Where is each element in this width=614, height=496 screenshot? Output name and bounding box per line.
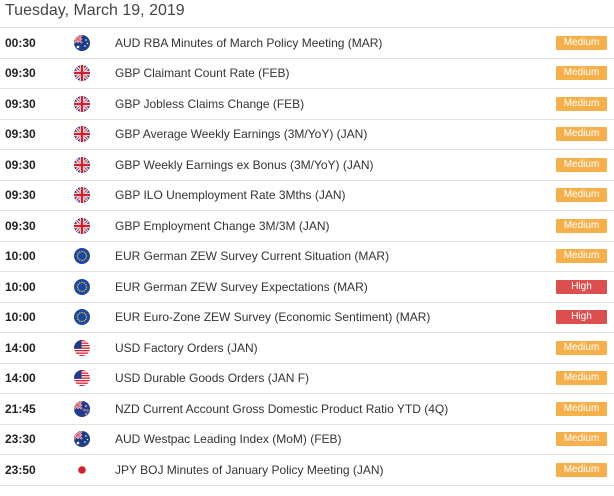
events-table <box>0 27 614 486</box>
australia-flag-icon <box>74 35 90 51</box>
impact-badge: Medium <box>556 371 607 385</box>
new-zealand-flag-icon <box>74 401 90 417</box>
event-time: 14:00 <box>5 371 36 386</box>
impact-cell <box>556 36 614 50</box>
event-title: USD Durable Goods Orders (JAN F) <box>115 371 310 386</box>
event-title: AUD Westpac Leading Index (MoM) (FEB) <box>115 432 342 447</box>
event-row[interactable] <box>0 181 614 212</box>
event-time: 21:45 <box>5 401 36 416</box>
us-flag-icon <box>74 340 90 356</box>
impact-badge: High <box>556 310 607 324</box>
event-title: GBP Claimant Count Rate (FEB) <box>115 66 290 81</box>
impact-badge: Medium <box>556 36 607 50</box>
event-time: 09:30 <box>5 127 36 142</box>
calendar-date-heading: Tuesday, March 19, 2019 <box>5 2 185 19</box>
flag-cell <box>49 218 115 234</box>
event-title: AUD RBA Minutes of March Policy Meeting (MAR) <box>115 35 383 50</box>
uk-flag-icon <box>74 187 90 203</box>
event-title: USD Factory Orders (JAN) <box>115 340 258 355</box>
event-time: 00:30 <box>5 35 36 50</box>
impact-cell <box>556 127 614 141</box>
event-title: GBP Employment Change 3M/3M (JAN) <box>115 218 330 233</box>
impact-badge: Medium <box>556 341 607 355</box>
flag-cell <box>49 309 115 325</box>
eu-flag-icon <box>74 279 90 295</box>
event-title: GBP Average Weekly Earnings (3M/YoY) (JAN) <box>115 127 368 142</box>
uk-flag-icon <box>74 218 90 234</box>
flag-cell <box>49 370 115 386</box>
event-time: 09:30 <box>5 218 36 233</box>
us-flag-icon <box>74 370 90 386</box>
event-row[interactable] <box>0 150 614 181</box>
event-title: GBP ILO Unemployment Rate 3Mths (JAN) <box>115 188 346 203</box>
japan-flag-icon <box>74 462 90 478</box>
event-time: 09:30 <box>5 157 36 172</box>
flag-cell <box>49 462 115 478</box>
event-time: 10:00 <box>5 249 36 264</box>
flag-cell <box>49 157 115 173</box>
flag-cell <box>49 65 115 81</box>
impact-badge: Medium <box>556 402 607 416</box>
uk-flag-icon <box>74 96 90 112</box>
uk-flag-icon <box>74 126 90 142</box>
australia-flag-icon <box>74 431 90 447</box>
event-time: 09:30 <box>5 188 36 203</box>
impact-cell <box>556 188 614 202</box>
impact-badge: Medium <box>556 219 607 233</box>
event-title: EUR German ZEW Survey Current Situation (MAR) <box>115 249 390 264</box>
impact-badge: Medium <box>556 249 607 263</box>
event-title: GBP Jobless Claims Change (FEB) <box>115 96 305 111</box>
impact-cell <box>556 341 614 355</box>
event-time: 09:30 <box>5 96 36 111</box>
impact-cell <box>556 432 614 446</box>
impact-cell <box>556 402 614 416</box>
uk-flag-icon <box>74 157 90 173</box>
event-row[interactable] <box>0 242 614 273</box>
event-row[interactable] <box>0 425 614 456</box>
flag-cell <box>49 96 115 112</box>
eu-flag-icon <box>74 309 90 325</box>
flag-cell <box>49 187 115 203</box>
impact-cell <box>556 371 614 385</box>
event-time: 10:00 <box>5 279 36 294</box>
impact-badge: Medium <box>556 97 607 111</box>
impact-badge: High <box>556 280 607 294</box>
flag-cell <box>49 126 115 142</box>
event-time: 23:50 <box>5 462 36 477</box>
flag-cell <box>49 401 115 417</box>
event-title: NZD Current Account Gross Domestic Product Ratio YTD (4Q) <box>115 401 449 416</box>
uk-flag-icon <box>74 65 90 81</box>
impact-cell <box>556 97 614 111</box>
impact-badge: Medium <box>556 432 607 446</box>
event-title: EUR Euro-Zone ZEW Survey (Economic Sentiment) (MAR) <box>115 310 431 325</box>
impact-cell <box>556 280 614 294</box>
flag-cell <box>49 279 115 295</box>
impact-cell <box>556 158 614 172</box>
impact-badge: Medium <box>556 127 607 141</box>
event-title: JPY BOJ Minutes of January Policy Meeting (JAN) <box>115 462 384 477</box>
impact-badge: Medium <box>556 158 607 172</box>
eu-flag-icon <box>74 248 90 264</box>
event-row[interactable] <box>0 303 614 334</box>
event-row[interactable] <box>0 89 614 120</box>
flag-cell <box>49 340 115 356</box>
impact-badge: Medium <box>556 66 607 80</box>
impact-cell <box>556 249 614 263</box>
impact-badge: Medium <box>556 188 607 202</box>
event-title: EUR German ZEW Survey Expectations (MAR) <box>115 279 368 294</box>
event-row[interactable] <box>0 59 614 90</box>
event-title: GBP Weekly Earnings ex Bonus (3M/YoY) (JAN) <box>115 157 374 172</box>
event-row[interactable] <box>0 394 614 425</box>
flag-cell <box>49 248 115 264</box>
event-time: 23:30 <box>5 432 36 447</box>
event-row[interactable] <box>0 120 614 151</box>
impact-cell <box>556 463 614 477</box>
flag-cell <box>49 35 115 51</box>
impact-cell <box>556 66 614 80</box>
event-time: 09:30 <box>5 66 36 81</box>
event-time: 14:00 <box>5 340 36 355</box>
event-row[interactable] <box>0 333 614 364</box>
event-row[interactable] <box>0 211 614 242</box>
event-time: 10:00 <box>5 310 36 325</box>
event-row[interactable] <box>0 28 614 59</box>
impact-badge: Medium <box>556 463 607 477</box>
flag-cell <box>49 431 115 447</box>
event-row[interactable] <box>0 272 614 303</box>
event-row[interactable] <box>0 455 614 486</box>
event-row[interactable] <box>0 364 614 395</box>
impact-cell <box>556 219 614 233</box>
impact-cell <box>556 310 614 324</box>
